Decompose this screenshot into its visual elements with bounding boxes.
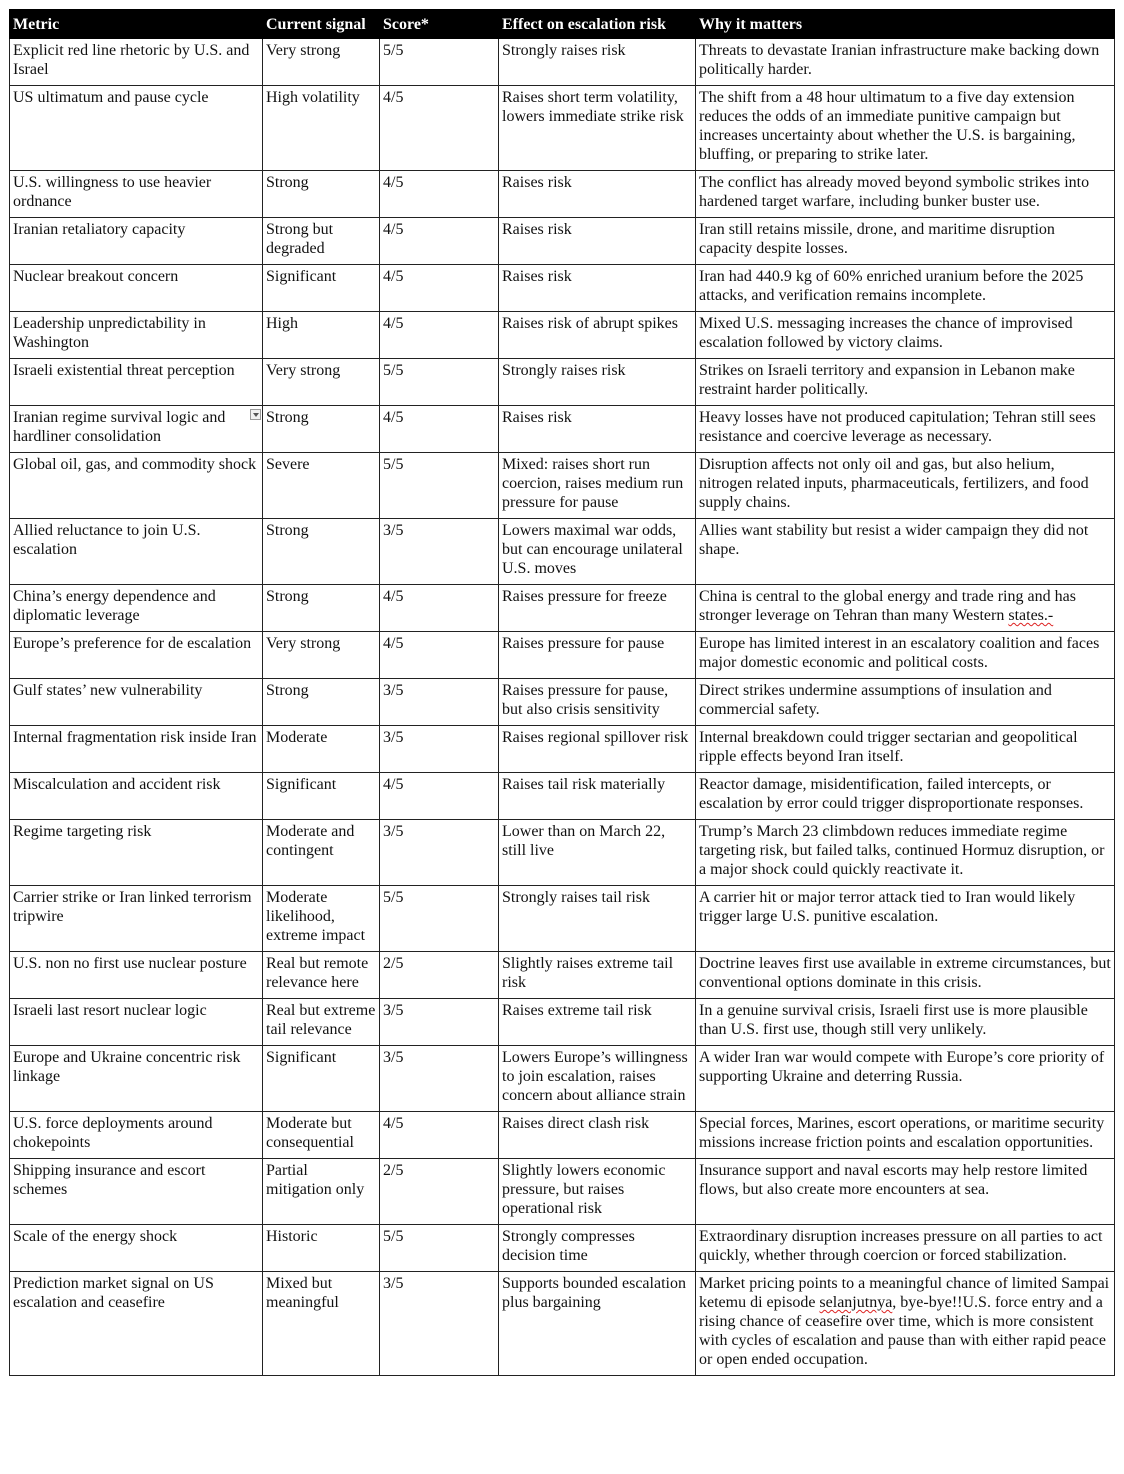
cell-metric [10, 519, 263, 585]
cell-why-it-matters: The shift from a 48 hour ultimatum to a five day extension reduces the odds of an immediate punitive campaign but increases uncertainty about whether the U.S. is bargaining, bluffing, or preparing to strike later. [696, 86, 1115, 171]
cell-effect: Raises risk [499, 265, 696, 312]
cell-current-signal: Very strong [263, 359, 380, 406]
cell-metric-text [13, 361, 259, 380]
cell-effect: Raises risk [499, 218, 696, 265]
cell-why-it-matters: Extraordinary disruption increases pressure on all parties to act quickly, whether through coercion or forced stabilization. [696, 1225, 1115, 1272]
cell-current-signal: Strong [263, 406, 380, 453]
table-row [10, 820, 1115, 886]
metric-label: Internal fragmentation risk inside Iran [13, 729, 257, 746]
header-effect: Effect on escalation risk [499, 10, 696, 39]
cell-why-it-matters [696, 585, 1115, 632]
cell-why-it-matters: Disruption affects not only oil and gas, but also helium, nitrogen related inputs, pharmaceuticals, fertilizers, and food supply chains. [696, 453, 1115, 519]
table-row [10, 1112, 1115, 1159]
cell-effect: Strongly raises risk [499, 359, 696, 406]
table-row [10, 171, 1115, 218]
cell-current-signal: High [263, 312, 380, 359]
cell-metric-text [13, 634, 259, 653]
cell-metric [10, 820, 263, 886]
cell-why-it-matters: Allies want stability but resist a wider campaign they did not shape. [696, 519, 1115, 585]
cell-why-it-matters: Insurance support and naval escorts may help restore limited flows, but also create more encounters at sea. [696, 1159, 1115, 1225]
cell-why-it-matters: A wider Iran war would compete with Europe’s core priority of supporting Ukraine and deterring Russia. [696, 1046, 1115, 1112]
cell-score: 5/5 [380, 1225, 499, 1272]
table-row [10, 86, 1115, 171]
cell-score: 4/5 [380, 773, 499, 820]
table-body [10, 39, 1115, 1376]
cell-metric [10, 406, 263, 453]
cell-metric [10, 1159, 263, 1225]
spellcheck-flagged-text: selanjutnya [819, 1294, 893, 1311]
metric-label: Shipping insurance and escort schemes [13, 1162, 206, 1198]
cell-score: 5/5 [380, 453, 499, 519]
cell-effect: Raises tail risk materially [499, 773, 696, 820]
cell-metric-text [13, 1227, 259, 1246]
cell-effect: Slightly lowers economic pressure, but raises operational risk [499, 1159, 696, 1225]
cell-score: 3/5 [380, 726, 499, 773]
cell-why-it-matters: Iran still retains missile, drone, and maritime disruption capacity despite losses. [696, 218, 1115, 265]
metric-label: Israeli existential threat perception [13, 362, 235, 379]
cell-effect: Lowers Europe’s willingness to join escalation, raises concern about alliance strain [499, 1046, 696, 1112]
table-row [10, 406, 1115, 453]
cell-metric [10, 359, 263, 406]
table-row [10, 1225, 1115, 1272]
cell-current-signal: Very strong [263, 632, 380, 679]
table-row [10, 1046, 1115, 1112]
metric-label: Europe’s preference for de escalation [13, 635, 252, 652]
cell-metric [10, 585, 263, 632]
cell-metric-text [13, 408, 259, 446]
why-text-segment: China is central to the global energy and trade ring and has stronger leverage on Tehran than many Western [699, 588, 1076, 624]
cell-metric-text [13, 41, 259, 79]
cell-why-it-matters: Europe has limited interest in an escalatory coalition and faces major domestic economic and political costs. [696, 632, 1115, 679]
metric-label: Europe and Ukraine concentric risk linkage [13, 1049, 241, 1085]
cell-metric [10, 39, 263, 86]
table-row [10, 359, 1115, 406]
cell-metric-text [13, 1274, 259, 1312]
header-metric: Metric [10, 10, 263, 39]
cell-metric-text [13, 954, 259, 973]
cell-score: 5/5 [380, 39, 499, 86]
cell-metric [10, 1225, 263, 1272]
cell-metric-text [13, 220, 259, 239]
cell-metric-text [13, 455, 259, 474]
cell-score: 4/5 [380, 312, 499, 359]
cell-effect: Lower than on March 22, still live [499, 820, 696, 886]
cell-metric [10, 952, 263, 999]
table-row [10, 632, 1115, 679]
cell-effect: Raises regional spillover risk [499, 726, 696, 773]
table-row [10, 679, 1115, 726]
header-row [10, 10, 1115, 39]
cell-score: 4/5 [380, 265, 499, 312]
cell-score: 4/5 [380, 218, 499, 265]
cell-score: 4/5 [380, 86, 499, 171]
cell-why-it-matters: Mixed U.S. messaging increases the chance of improvised escalation followed by victory claims. [696, 312, 1115, 359]
table-row [10, 1272, 1115, 1376]
cell-metric [10, 453, 263, 519]
cell-why-it-matters: Special forces, Marines, escort operations, or maritime security missions increase friction points and escalation opportunities. [696, 1112, 1115, 1159]
cell-current-signal: Moderate and contingent [263, 820, 380, 886]
cell-metric [10, 726, 263, 773]
metric-label: Israeli last resort nuclear logic [13, 1002, 207, 1019]
cell-metric-text [13, 1114, 259, 1152]
cell-why-it-matters: Internal breakdown could trigger sectarian and geopolitical ripple effects beyond Iran itself. [696, 726, 1115, 773]
cell-effect: Strongly raises tail risk [499, 886, 696, 952]
metric-label: Iranian regime survival logic and hardliner consolidation [13, 409, 226, 445]
cell-effect: Raises risk [499, 406, 696, 453]
cell-metric-text [13, 587, 259, 625]
table-row [10, 519, 1115, 585]
cell-score: 2/5 [380, 952, 499, 999]
metric-label: Global oil, gas, and commodity shock [13, 456, 257, 473]
cell-effect: Raises pressure for freeze [499, 585, 696, 632]
metric-label: US ultimatum and pause cycle [13, 89, 209, 106]
cell-score: 3/5 [380, 1046, 499, 1112]
cell-current-signal: Significant [263, 1046, 380, 1112]
why-text-segment: , bye-bye!!U.S. force entry and a rising chance of ceasefire over time, which is more consistent with cycles of escalation and pause than with either rapid peace or open ended occupation. [699, 1294, 1106, 1368]
cell-score: 2/5 [380, 1159, 499, 1225]
cell-why-it-matters: Threats to devastate Iranian infrastructure make backing down politically harder. [696, 39, 1115, 86]
cell-current-signal: High volatility [263, 86, 380, 171]
table-row [10, 585, 1115, 632]
cell-why-it-matters: Doctrine leaves first use available in extreme circumstances, but conventional options dominate in this crisis. [696, 952, 1115, 999]
cell-metric [10, 171, 263, 218]
table-row [10, 453, 1115, 519]
metric-label: Leadership unpredictability in Washington [13, 315, 206, 351]
cell-metric-text [13, 314, 259, 352]
cell-why-it-matters: Direct strikes undermine assumptions of insulation and commercial safety. [696, 679, 1115, 726]
metric-label: U.S. force deployments around chokepoints [13, 1115, 213, 1151]
header-score: Score* [380, 10, 499, 39]
table-row [10, 999, 1115, 1046]
cell-current-signal: Real but remote relevance here [263, 952, 380, 999]
metric-label: Prediction market signal on US escalation and ceasefire [13, 1275, 214, 1311]
table-row [10, 39, 1115, 86]
cell-metric-text [13, 775, 259, 794]
cell-score: 4/5 [380, 1112, 499, 1159]
cell-score: 4/5 [380, 585, 499, 632]
header-why-it-matters: Why it matters [696, 10, 1115, 39]
spellcheck-flagged-text: states.- [1008, 607, 1054, 624]
metric-label: Carrier strike or Iran linked terrorism tripwire [13, 889, 252, 925]
table-container [9, 9, 1114, 1376]
cell-score: 4/5 [380, 632, 499, 679]
cell-effect: Raises direct clash risk [499, 1112, 696, 1159]
cell-current-signal: Moderate [263, 726, 380, 773]
cell-why-it-matters: The conflict has already moved beyond symbolic strikes into hardened target warfare, including bunker buster use. [696, 171, 1115, 218]
cell-metric [10, 999, 263, 1046]
cell-current-signal: Strong but degraded [263, 218, 380, 265]
cell-current-signal: Strong [263, 519, 380, 585]
cell-effect: Raises extreme tail risk [499, 999, 696, 1046]
cell-score: 3/5 [380, 820, 499, 886]
cell-why-it-matters: In a genuine survival crisis, Israeli first use is more plausible than U.S. first use, though still very unlikely. [696, 999, 1115, 1046]
metric-label: Regime targeting risk [13, 823, 152, 840]
cell-current-signal: Strong [263, 679, 380, 726]
why-text-segment: Market pricing points to a meaningful chance of limited Sampai ketemu di episode [699, 1275, 1110, 1311]
cell-effect: Raises pressure for pause, but also crisis sensitivity [499, 679, 696, 726]
cell-metric-text [13, 888, 259, 926]
cell-why-it-matters: Strikes on Israeli territory and expansion in Lebanon make restraint harder politically. [696, 359, 1115, 406]
header-current-signal: Current signal [263, 10, 380, 39]
cell-score: 4/5 [380, 171, 499, 218]
cell-current-signal: Significant [263, 773, 380, 820]
cell-score: 5/5 [380, 359, 499, 406]
cell-metric [10, 218, 263, 265]
cell-metric [10, 1272, 263, 1376]
cell-metric-text [13, 173, 259, 211]
cell-current-signal: Moderate but consequential [263, 1112, 380, 1159]
cell-metric-text [13, 88, 259, 107]
cell-current-signal: Real but extreme tail relevance [263, 999, 380, 1046]
cell-dropdown-icon[interactable] [250, 409, 261, 420]
cell-current-signal: Very strong [263, 39, 380, 86]
cell-effect: Mixed: raises short run coercion, raises medium run pressure for pause [499, 453, 696, 519]
escalation-risk-table [9, 9, 1115, 1376]
metric-label: Explicit red line rhetoric by U.S. and Israel [13, 42, 250, 78]
cell-metric-text [13, 822, 259, 841]
cell-current-signal: Mixed but meaningful [263, 1272, 380, 1376]
cell-metric [10, 773, 263, 820]
cell-why-it-matters: Reactor damage, misidentification, failed intercepts, or escalation by error could trigger disproportionate responses. [696, 773, 1115, 820]
cell-effect: Raises risk of abrupt spikes [499, 312, 696, 359]
cell-score: 4/5 [380, 406, 499, 453]
cell-effect: Raises pressure for pause [499, 632, 696, 679]
cell-current-signal: Strong [263, 171, 380, 218]
metric-label: Miscalculation and accident risk [13, 776, 221, 793]
table-row [10, 952, 1115, 999]
cell-score: 3/5 [380, 679, 499, 726]
cell-effect: Raises short term volatility, lowers immediate strike risk [499, 86, 696, 171]
cell-why-it-matters: Trump’s March 23 climbdown reduces immediate regime targeting risk, but failed talks, continued Hormuz disruption, or a major shock could quickly reactivate it. [696, 820, 1115, 886]
cell-score: 5/5 [380, 886, 499, 952]
table-row [10, 773, 1115, 820]
metric-label: Nuclear breakout concern [13, 268, 179, 285]
table-row [10, 886, 1115, 952]
cell-effect: Strongly compresses decision time [499, 1225, 696, 1272]
cell-effect: Strongly raises risk [499, 39, 696, 86]
metric-label: Iranian retaliatory capacity [13, 221, 186, 238]
metric-label: U.S. willingness to use heavier ordnance [13, 174, 212, 210]
cell-metric-text [13, 1001, 259, 1020]
cell-metric [10, 86, 263, 171]
cell-metric [10, 886, 263, 952]
table-row [10, 218, 1115, 265]
table-row [10, 1159, 1115, 1225]
metric-label: U.S. non no first use nuclear posture [13, 955, 247, 972]
cell-current-signal: Historic [263, 1225, 380, 1272]
cell-why-it-matters: Heavy losses have not produced capitulation; Tehran still sees resistance and coercive leverage as necessary. [696, 406, 1115, 453]
cell-score: 3/5 [380, 1272, 499, 1376]
cell-current-signal: Strong [263, 585, 380, 632]
cell-current-signal: Severe [263, 453, 380, 519]
cell-effect: Raises risk [499, 171, 696, 218]
cell-metric [10, 632, 263, 679]
cell-why-it-matters: A carrier hit or major terror attack tied to Iran would likely trigger large U.S. punitive escalation. [696, 886, 1115, 952]
table-row [10, 726, 1115, 773]
cell-metric-text [13, 1161, 259, 1199]
cell-current-signal: Partial mitigation only [263, 1159, 380, 1225]
cell-score: 3/5 [380, 999, 499, 1046]
cell-score: 3/5 [380, 519, 499, 585]
cell-why-it-matters [696, 1272, 1115, 1376]
cell-metric [10, 265, 263, 312]
cell-why-it-matters: Iran had 440.9 kg of 60% enriched uranium before the 2025 attacks, and verification remains incomplete. [696, 265, 1115, 312]
metric-label: China’s energy dependence and diplomatic leverage [13, 588, 216, 624]
cell-effect: Supports bounded escalation plus bargaining [499, 1272, 696, 1376]
cell-metric-text [13, 267, 259, 286]
cell-effect: Slightly raises extreme tail risk [499, 952, 696, 999]
metric-label: Gulf states’ new vulnerability [13, 682, 203, 699]
cell-metric-text [13, 1048, 259, 1086]
cell-current-signal: Significant [263, 265, 380, 312]
cell-metric-text [13, 681, 259, 700]
cell-metric [10, 679, 263, 726]
table-row [10, 312, 1115, 359]
cell-current-signal: Moderate likelihood, extreme impact [263, 886, 380, 952]
metric-label: Scale of the energy shock [13, 1228, 178, 1245]
cell-metric [10, 1112, 263, 1159]
cell-effect: Lowers maximal war odds, but can encourage unilateral U.S. moves [499, 519, 696, 585]
metric-label: Allied reluctance to join U.S. escalation [13, 522, 201, 558]
table-row [10, 265, 1115, 312]
cell-metric [10, 1046, 263, 1112]
cell-metric [10, 312, 263, 359]
cell-metric-text [13, 728, 259, 747]
cell-metric-text [13, 521, 259, 559]
